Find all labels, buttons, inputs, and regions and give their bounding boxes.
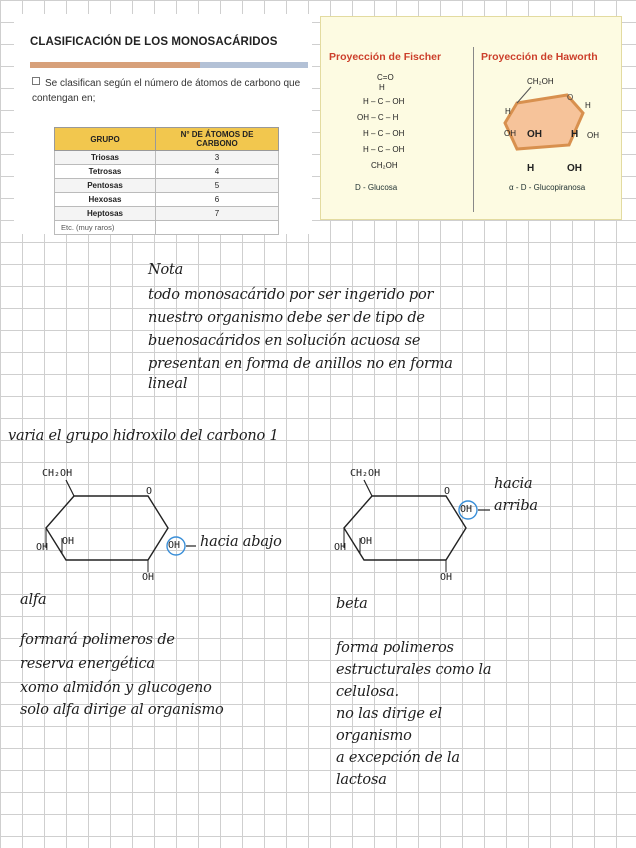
alpha-ch2oh: CH₂OH xyxy=(42,468,73,479)
alpha-desc-line: reserva energética xyxy=(20,656,155,672)
haworth-h: H xyxy=(505,107,511,116)
note-line: lineal xyxy=(148,376,188,392)
beta-label: beta xyxy=(336,596,368,612)
beta-oh: OH xyxy=(360,536,373,547)
beta-desc-line: celulosa. xyxy=(336,684,399,700)
beta-oh-circled: OH xyxy=(460,504,473,515)
beta-direction: hacia xyxy=(494,476,533,492)
alpha-label: alfa xyxy=(20,592,47,608)
haworth-caption: α - D - Glucopiranosa xyxy=(509,183,586,192)
beta-ring-o: O xyxy=(444,486,451,497)
haworth-ch2oh: CH₂OH xyxy=(527,77,554,86)
alpha-direction: hacia abajo xyxy=(200,534,282,550)
haworth-title: Proyección de Haworth xyxy=(481,51,598,63)
table-row: Triosas 3 xyxy=(55,151,279,165)
slide-title: CLASIFICACIÓN DE LOS MONOSACÁRIDOS xyxy=(30,36,278,48)
table-row: Etc. (muy raros) xyxy=(55,221,279,235)
alpha-desc-line: formará polimeros de xyxy=(20,632,175,648)
beta-direction: arriba xyxy=(494,498,538,514)
alpha-oh: OH xyxy=(62,536,75,547)
table-row: Hexosas 6 xyxy=(55,193,279,207)
fischer-line: OH – C – H xyxy=(357,113,399,122)
alpha-ring-o: O xyxy=(146,486,153,497)
fischer-line: CH₂OH xyxy=(371,161,398,170)
beta-desc-line: lactosa xyxy=(336,772,387,788)
note-line: nuestro organismo debe ser de tipo de xyxy=(148,310,425,326)
alpha-oh-circled: OH xyxy=(168,540,181,551)
beta-desc-line: organismo xyxy=(336,728,412,744)
fischer-line: H – C – OH xyxy=(363,145,405,154)
note-line: presentan en forma de anillos no en forma xyxy=(148,356,453,372)
beta-desc-line: estructurales como la xyxy=(336,662,492,678)
beta-oh: OH xyxy=(440,572,453,583)
beta-oh: OH xyxy=(334,542,347,553)
alpha-oh: OH xyxy=(142,572,155,583)
alpha-desc-line: xomo almidón y glucogeno xyxy=(20,680,212,696)
note-line: todo monosacárido por ser ingerido por xyxy=(148,287,434,303)
alpha-oh: OH xyxy=(36,542,49,553)
fischer-line: H – C – OH xyxy=(363,97,405,106)
header-carbons: N° DE ÁTOMOS DE CARBONO xyxy=(156,128,279,151)
haworth-oh: OH xyxy=(504,129,516,138)
haworth-h: H xyxy=(585,101,591,110)
haworth-h: H xyxy=(527,163,535,174)
haworth-o: O xyxy=(567,93,574,102)
fischer-line: H – C – OH xyxy=(363,129,405,138)
alpha-desc-line: solo alfa dirige al organismo xyxy=(20,702,224,718)
beta-desc-line: forma polimeros xyxy=(336,640,454,656)
table-row: Heptosas 7 xyxy=(55,207,279,221)
fischer-title: Proyección de Fischer xyxy=(329,51,442,63)
haworth-h: H xyxy=(571,129,579,140)
table-row: Tetrosas 4 xyxy=(55,165,279,179)
note-title: Nota xyxy=(148,262,184,278)
haworth-oh: OH xyxy=(587,131,599,140)
carbon-heading: varia el grupo hidroxilo del carbono 1 xyxy=(8,428,279,444)
haworth-oh: OH xyxy=(567,163,582,174)
bullet-text: Se clasifican según el número de átomos de carbono que contengan en; xyxy=(32,78,301,104)
table-row: Pentosas 5 xyxy=(55,179,279,193)
beta-desc-line: a excepción de la xyxy=(336,750,460,766)
beta-desc-line: no las dirige el xyxy=(336,706,442,722)
header-group: GRUPO xyxy=(55,128,156,151)
fischer-caption: D - Glucosa xyxy=(355,183,398,192)
beta-ch2oh: CH₂OH xyxy=(350,468,381,479)
note-line: buenosacáridos en solución acuosa se xyxy=(148,333,421,349)
fischer-line: H xyxy=(379,83,385,92)
fischer-line: C=O xyxy=(377,73,394,82)
haworth-oh: OH xyxy=(527,129,542,140)
